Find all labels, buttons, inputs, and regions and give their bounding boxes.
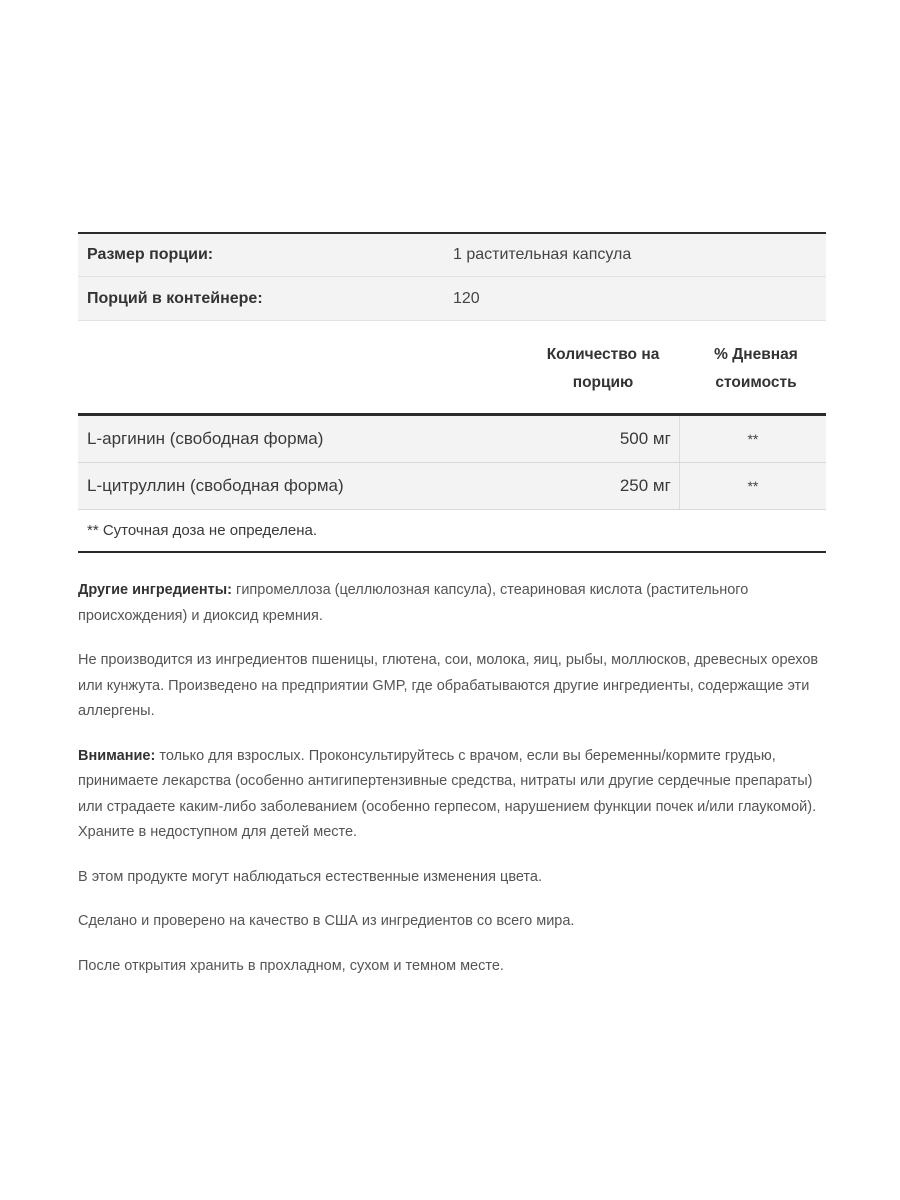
ingredient-name: L-аргинин (свободная форма) bbox=[87, 429, 324, 448]
header-dv-line2: стоимость bbox=[715, 374, 797, 391]
other-ingredients-label: Другие ингредиенты: bbox=[78, 582, 232, 598]
daily-value-footnote: ** Суточная доза не определена. bbox=[78, 510, 826, 553]
ingredient-daily-value: ** bbox=[679, 416, 826, 462]
warning-text: только для взрослых. Проконсультируйтесь с врачом, если вы беременны/кормите грудью, принимаете лекарства (особенно антигипертензивные средства, нитраты или другие сердечные препараты) или страдаете каким-либо заболеванием (особенно герпесом, нарушением функции почек и/или глаукомой). Храните в недоступном для детей месте. bbox=[78, 747, 817, 840]
ingredient-amount: 500 мг bbox=[619, 429, 671, 448]
warning-paragraph bbox=[78, 744, 828, 846]
supplement-facts-panel bbox=[78, 232, 826, 553]
serving-size-value: 1 растительная капсула bbox=[453, 246, 632, 263]
table-header bbox=[78, 321, 826, 416]
header-daily-value bbox=[686, 321, 826, 413]
ingredient-amount: 250 мг bbox=[619, 476, 671, 495]
serving-size-label: Размер порции: bbox=[87, 246, 214, 263]
table-row bbox=[78, 463, 826, 510]
header-name-column bbox=[78, 321, 520, 413]
header-amount-line2: порцию bbox=[572, 374, 634, 391]
ingredient-daily-value: ** bbox=[679, 463, 826, 509]
serving-info bbox=[78, 232, 826, 321]
header-dv-line1: % Дневная bbox=[714, 346, 798, 363]
color-variation-paragraph: В этом продукте могут наблюдаться естественные изменения цвета. bbox=[78, 868, 543, 885]
made-in-usa-paragraph: Сделано и проверено на качество в США из ингредиентов со всего мира. bbox=[78, 913, 575, 929]
servings-per-container-label: Порций в контейнере: bbox=[87, 289, 263, 307]
other-ingredients-text: гипромеллоза (целлюлозная капсула), стеариновая кислота (растительного происхождения) и диоксид кремния. bbox=[78, 582, 749, 624]
header-amount-line1: Количество на bbox=[546, 346, 660, 363]
storage-paragraph: После открытия хранить в прохладном, сухом и темном месте. bbox=[78, 957, 504, 974]
allergen-paragraph: Не производится из ингредиентов пшеницы, глютена, сои, молока, яиц, рыбы, моллюсков, древесных орехов или кунжута. Произведено на предприятии GMP, где обрабатываются другие ингредиенты, содержащие эти аллергены. bbox=[78, 652, 819, 719]
servings-per-container-value: 120 bbox=[453, 289, 480, 307]
header-amount-per-serving bbox=[520, 321, 686, 413]
product-notes bbox=[78, 578, 828, 998]
servings-per-container-row bbox=[78, 277, 826, 321]
ingredient-name: L-цитруллин (свободная форма) bbox=[87, 476, 344, 495]
serving-size-row bbox=[78, 234, 826, 277]
other-ingredients-paragraph bbox=[78, 578, 828, 629]
warning-label: Внимание: bbox=[78, 747, 156, 764]
table-row bbox=[78, 416, 826, 463]
